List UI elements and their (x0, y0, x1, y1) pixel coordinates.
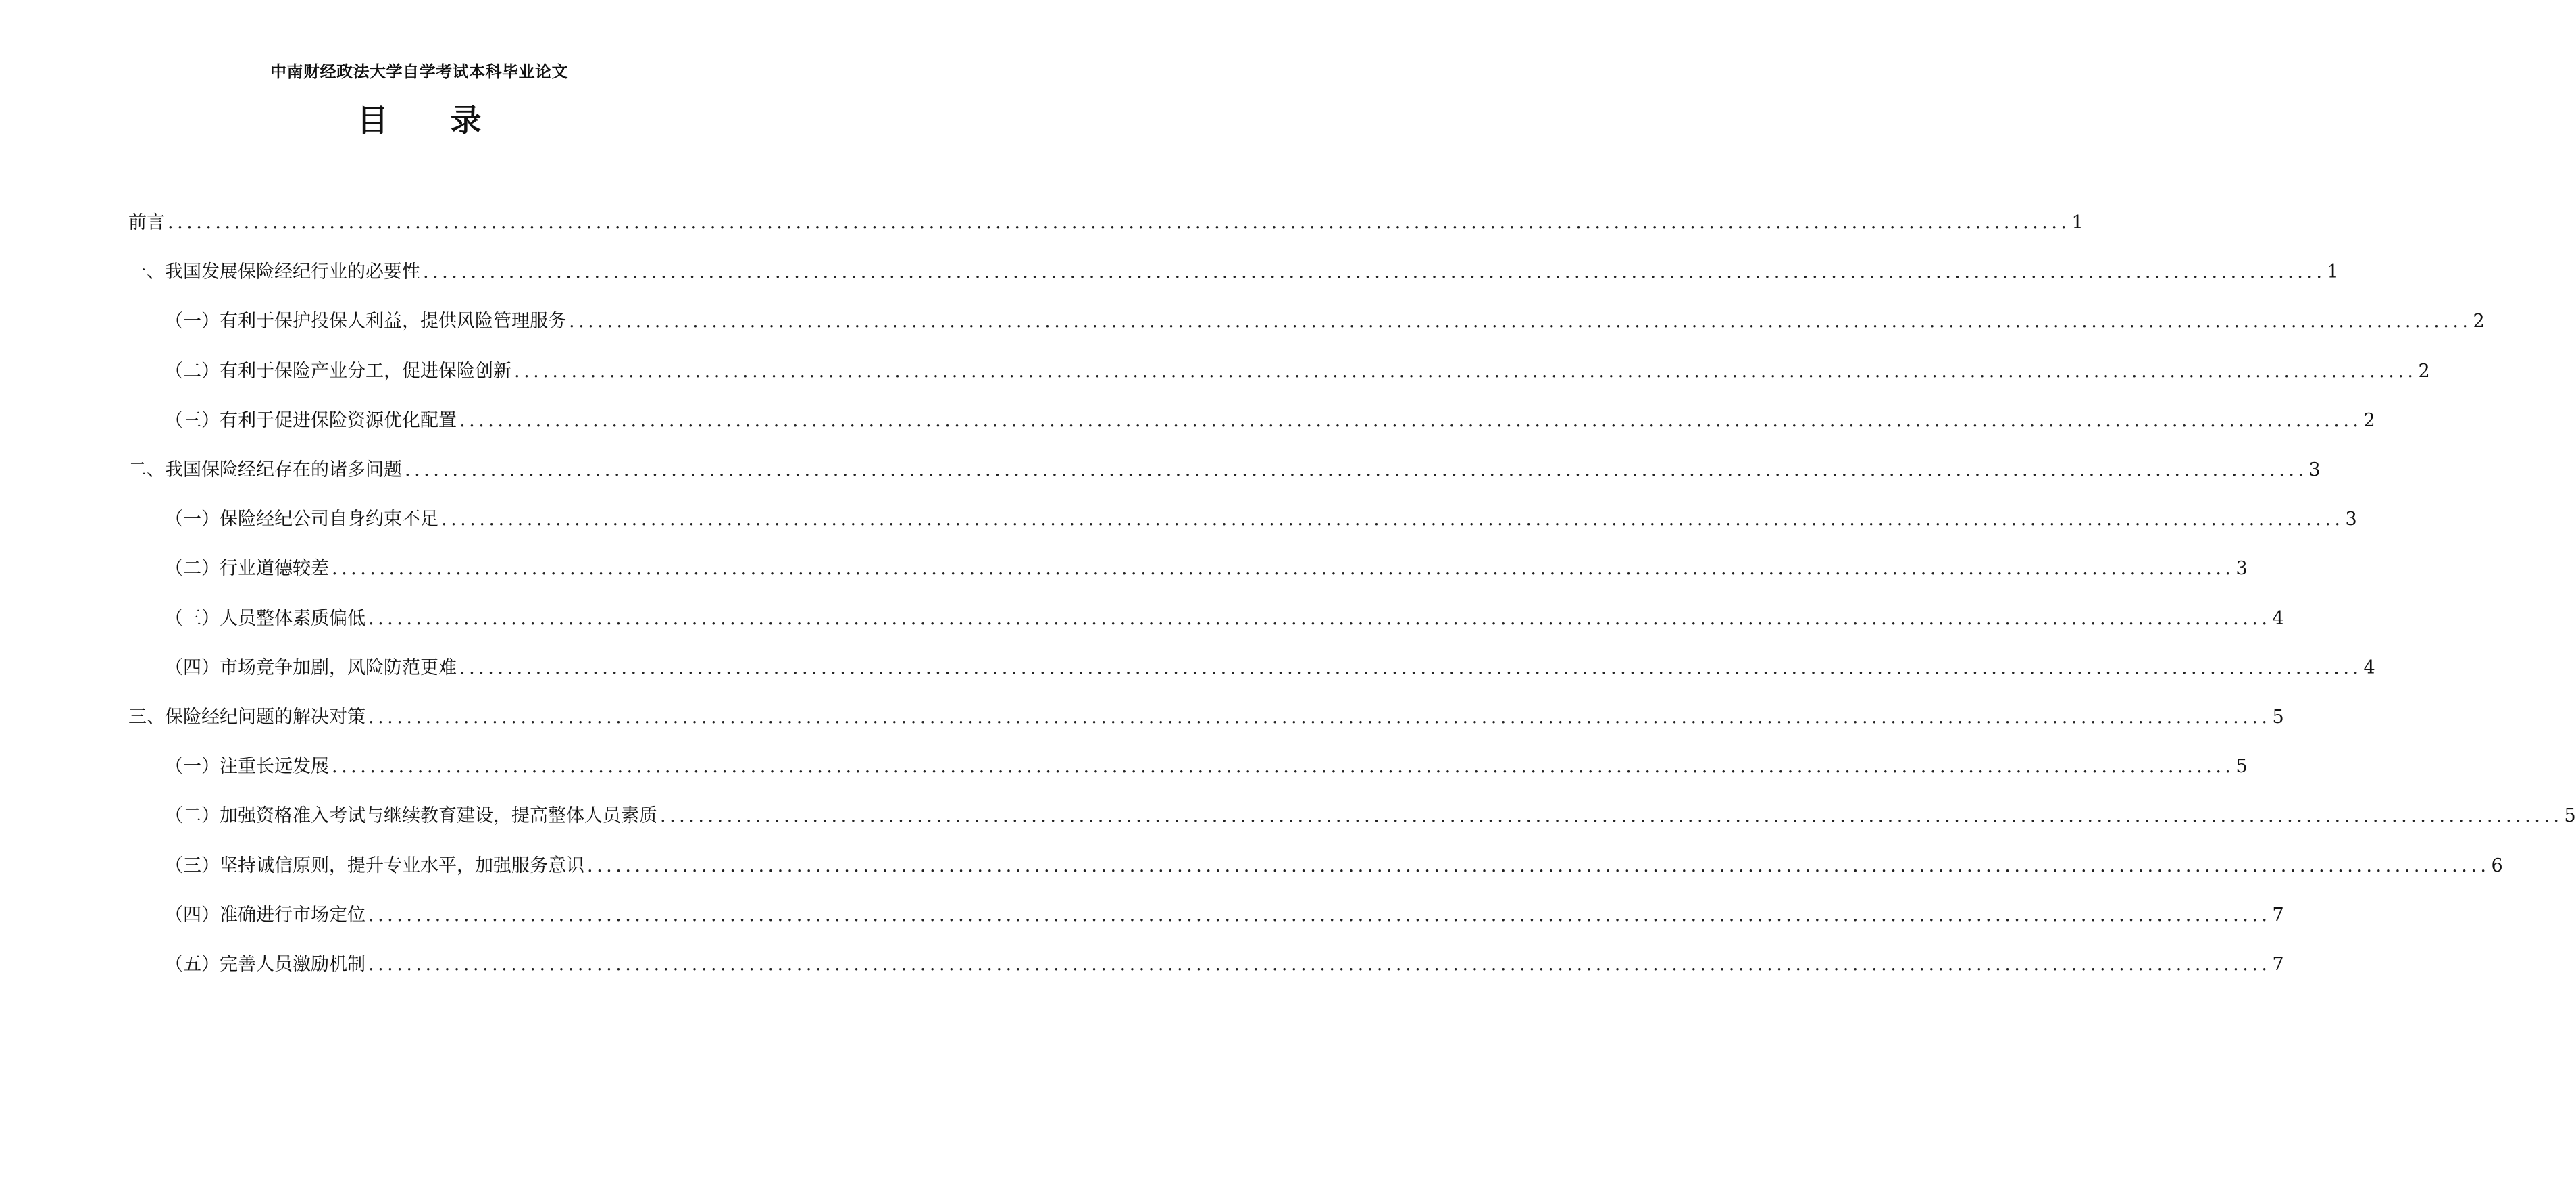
toc-entry[interactable] (165, 605, 2284, 632)
toc-entry-title: （一）保险经纪公司自身约束不足 (165, 509, 438, 530)
toc-leader-dots: ........................................................................................................................................................................................................ (459, 657, 2363, 678)
toc-entry-title: （二）加强资格准入考试与继续教育建设，提高整体人员素质 (165, 805, 657, 827)
toc-leader-dots: ........................................................................................................................................................................................................ (368, 607, 2271, 629)
document-header: 中南财经政法大学自学考试本科毕业论文 (270, 62, 568, 81)
toc-leader-dots: ........................................................................................................................................................................................................ (459, 409, 2363, 431)
toc-entry[interactable] (165, 803, 2576, 830)
toc-page-number: 7 (2272, 954, 2284, 975)
toc-leader-dots: ........................................................................................................................................................................................................ (423, 261, 2326, 283)
toc-page-number: 3 (2236, 558, 2248, 580)
title-char-1: 目 (357, 102, 388, 138)
toc-page-number: 2 (2363, 409, 2375, 431)
page-title (0, 100, 838, 141)
toc-page-number: 1 (2071, 212, 2083, 233)
toc-page-number: 4 (2272, 607, 2284, 629)
toc-leader-dots: ........................................................................................................................................................................................................ (587, 855, 2490, 876)
toc-leader-dots: ........................................................................................................................................................................................................ (569, 311, 2472, 332)
toc-leader-dots: ........................................................................................................................................................................................................ (168, 212, 2071, 233)
toc-entry-title: （四）准确进行市场定位 (165, 904, 365, 926)
toc-entry-title: 三、保险经纪问题的解决对策 (128, 707, 365, 728)
toc-entry-title: （一）有利于保护投保人利益，提供风险管理服务 (165, 311, 566, 332)
toc-leader-dots: ........................................................................................................................................................................................................ (368, 954, 2271, 975)
toc-entry-title: （五）完善人员激励机制 (165, 954, 365, 975)
toc-entry[interactable] (128, 259, 2339, 286)
toc-page-number: 3 (2308, 459, 2321, 480)
toc-leader-dots: ........................................................................................................................................................................................................ (368, 904, 2271, 926)
toc-entry[interactable] (165, 555, 2248, 582)
toc-page-number: 7 (2272, 904, 2284, 926)
toc-entry[interactable] (165, 902, 2284, 929)
toc-entry-title: （一）注重长远发展 (165, 756, 329, 778)
toc-entry-title: （三）有利于促进保险资源优化配置 (165, 409, 457, 431)
toc-entry[interactable] (165, 951, 2284, 978)
toc-page-number: 6 (2491, 855, 2503, 876)
toc-page-number: 2 (2473, 311, 2485, 332)
toc-entry[interactable] (165, 655, 2375, 682)
toc-entry[interactable] (128, 457, 2321, 484)
toc-entry-title: （四）市场竞争加剧，风险防范更难 (165, 657, 457, 678)
toc-entry[interactable] (165, 853, 2503, 880)
toc-page-number: 1 (2327, 261, 2339, 283)
toc-leader-dots: ........................................................................................................................................................................................................ (368, 707, 2271, 728)
toc-leader-dots: ........................................................................................................................................................................................................ (405, 459, 2308, 480)
toc-entry[interactable] (165, 358, 2430, 385)
title-char-2: 录 (450, 102, 482, 138)
toc-page-number: 3 (2345, 509, 2357, 530)
toc-entry[interactable] (165, 308, 2485, 335)
toc-entry[interactable] (128, 704, 2284, 731)
toc-entry-title: （二）行业道德较差 (165, 558, 329, 580)
toc-page-number: 5 (2236, 756, 2248, 778)
toc-entry-title: （三）人员整体素质偏低 (165, 607, 365, 629)
toc-entry[interactable] (165, 506, 2357, 533)
toc-entry-title: 一、我国发展保险经纪行业的必要性 (128, 261, 420, 283)
toc-page-number: 2 (2418, 360, 2430, 382)
toc-entry-title: 二、我国保险经纪存在的诸多问题 (128, 459, 402, 480)
toc-entry-title: 前言 (128, 212, 165, 233)
toc-entry[interactable] (165, 753, 2248, 780)
toc-page-number: 5 (2564, 805, 2576, 827)
toc-entry[interactable] (165, 407, 2375, 434)
toc-leader-dots: ........................................................................................................................................................................................................ (441, 509, 2344, 530)
toc-entry-title: （三）坚持诚信原则，提升专业水平，加强服务意识 (165, 855, 584, 876)
toc-leader-dots: ........................................................................................................................................................................................................ (660, 805, 2563, 827)
toc-entry[interactable] (128, 209, 2083, 236)
toc-leader-dots: ........................................................................................................................................................................................................ (332, 756, 2235, 778)
toc-leader-dots: ........................................................................................................................................................................................................ (514, 360, 2417, 382)
toc-page-number: 4 (2363, 657, 2375, 678)
toc-page-number: 5 (2272, 707, 2284, 728)
toc-leader-dots: ........................................................................................................................................................................................................ (332, 558, 2235, 580)
toc-entry-title: （二）有利于保险产业分工，促进保险创新 (165, 360, 511, 382)
